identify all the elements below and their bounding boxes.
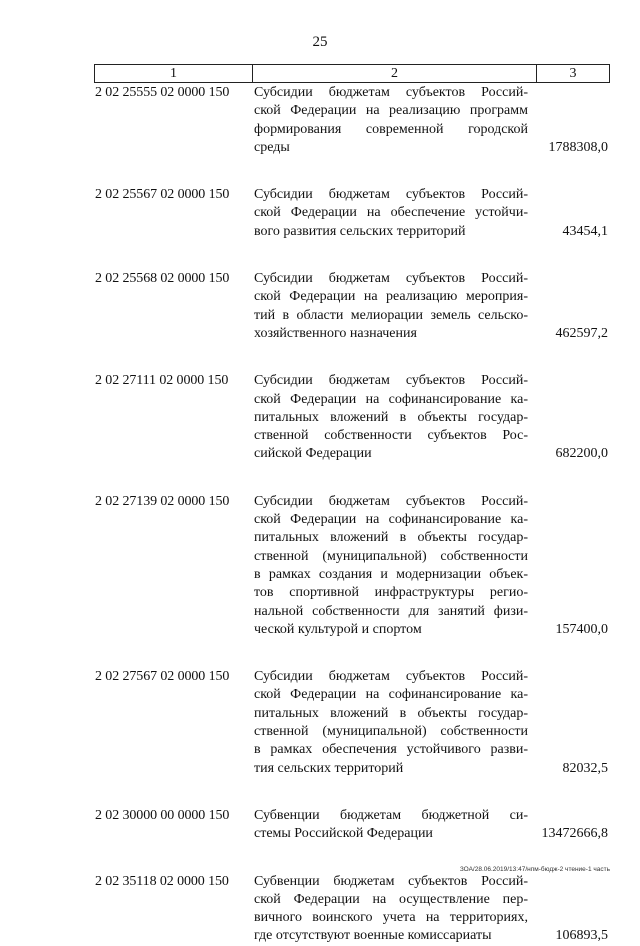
description-line: Субсидии бюджетам субъектов Россий- — [254, 271, 528, 287]
budget-code: 2 02 30000 00 0000 150 — [95, 807, 230, 823]
table-header — [94, 64, 610, 83]
budget-code: 2 02 27567 02 0000 150 — [95, 669, 230, 685]
income-description — [252, 493, 528, 639]
description-line: в рамках обеспечения устойчивого разви- — [254, 742, 528, 758]
description-line: вичного воинского учета на территориях, — [254, 910, 528, 926]
description-line: сийской Федерации — [254, 446, 372, 462]
description-line: Субвенции бюджетам бюджетной си- — [254, 807, 528, 823]
description-line: ской Федерации на реализацию программ — [254, 103, 528, 119]
description-line: ской Федерации на осуществление пер- — [254, 891, 528, 907]
description-line: ской Федерации на реализацию мероприя- — [254, 289, 528, 305]
description-line: тий в области мелиорации земель сельско- — [254, 307, 528, 323]
income-description — [252, 873, 528, 946]
description-line: ской Федерации на софинансирование ка- — [254, 391, 528, 407]
description-line: Субсидии бюджетам субъектов Россий- — [254, 85, 528, 100]
budget-code: 2 02 25555 02 0000 150 — [95, 85, 230, 100]
amount: 157400,0 — [555, 621, 608, 637]
budget-table-body — [94, 84, 610, 946]
description-line: нальной собственности для занятий физи- — [254, 603, 528, 619]
income-description — [252, 372, 528, 463]
header-col-1: 1 — [95, 65, 253, 82]
amount: 13472666,8 — [541, 826, 608, 842]
description-line: вого развития сельских территорий — [254, 223, 466, 239]
description-line: тия сельских территорий — [254, 760, 404, 776]
description-line: тов спортивной инфраструктуры регио- — [254, 585, 528, 601]
description-line: Субвенции бюджетам субъектов Россий- — [254, 873, 528, 889]
description-line: ской Федерации на софинансирование ка- — [254, 512, 528, 528]
table-row — [94, 372, 610, 463]
budget-code: 2 02 25568 02 0000 150 — [95, 271, 230, 287]
amount: 43454,1 — [562, 223, 608, 239]
description-line: среды — [254, 139, 290, 155]
page-number: 25 — [312, 34, 328, 50]
table-row — [94, 668, 610, 778]
amount: 1788308,0 — [548, 139, 608, 155]
description-line: ственной (муниципальной) собственности — [254, 548, 528, 564]
table-row — [94, 186, 610, 241]
description-line: Субсидии бюджетам субъектов Россий- — [254, 493, 528, 509]
description-line: ческой культурой и спортом — [254, 621, 422, 637]
description-line: в рамках создания и модернизации объек- — [254, 566, 528, 582]
description-line: питальных вложений в объекты государ- — [254, 530, 528, 546]
description-line: питальных вложений в объекты государ- — [254, 409, 528, 425]
description-line: Субсидии бюджетам субъектов Россий- — [254, 373, 528, 389]
amount: 82032,5 — [562, 760, 608, 776]
budget-code: 2 02 27111 02 0000 150 — [95, 373, 229, 389]
description-line: где отсутствуют военные комиссариаты — [254, 928, 492, 944]
table-row — [94, 807, 610, 844]
amount: 462597,2 — [555, 325, 608, 341]
budget-code: 2 02 35118 02 0000 150 — [95, 873, 229, 889]
budget-code: 2 02 27139 02 0000 150 — [95, 493, 230, 509]
description-line: Субсидии бюджетам субъектов Россий- — [254, 187, 528, 203]
footer-stamp: ЗОА/28.06.2019/13:47/нпм-бюдж-2 чтение-1 часть — [459, 866, 610, 873]
budget-code: 2 02 25567 02 0000 150 — [95, 187, 230, 203]
table-row — [94, 84, 610, 157]
amount: 106893,5 — [555, 928, 608, 944]
table-row — [94, 873, 610, 946]
description-line: ской Федерации на софинансирование ка- — [254, 687, 528, 703]
income-description — [252, 186, 528, 241]
header-col-2: 2 — [253, 65, 537, 82]
table-row — [94, 270, 610, 343]
header-col-3: 3 — [569, 66, 577, 81]
description-line: стемы Российской Федерации — [254, 826, 433, 842]
description-line: питальных вложений в объекты государ- — [254, 705, 528, 721]
description-line: ской Федерации на обеспечение устойчи- — [254, 205, 528, 221]
description-line: хозяйственного назначения — [254, 325, 417, 341]
income-description — [252, 84, 528, 157]
description-line: формирования современной городской — [254, 121, 528, 137]
income-description — [252, 270, 528, 343]
income-description — [252, 807, 528, 844]
description-line: ственной собственности субъектов Рос- — [254, 428, 528, 444]
amount: 682200,0 — [555, 446, 608, 462]
income-description — [252, 668, 528, 778]
table-row — [94, 493, 610, 639]
description-line: ственной (муниципальной) собственности — [254, 724, 528, 740]
description-line: Субсидии бюджетам субъектов Россий- — [254, 669, 528, 685]
